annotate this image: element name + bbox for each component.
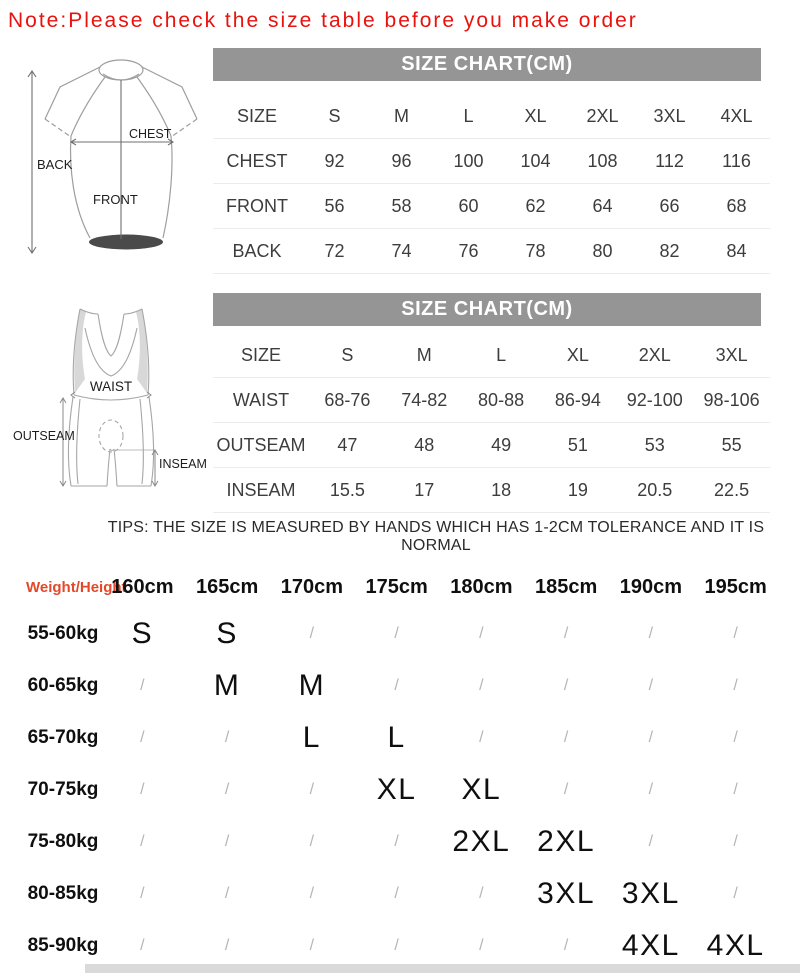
cell-value: / [733, 677, 738, 694]
cell-value: M [394, 105, 409, 126]
bib-size-chart-grid [213, 333, 770, 513]
cell-value: L [387, 721, 406, 754]
cell-value: 51 [567, 434, 588, 455]
cell-value: M [213, 669, 241, 702]
cell-value: M [416, 344, 432, 365]
cell-value: / [309, 625, 315, 642]
header-row [0, 566, 778, 608]
cell-value: 116 [722, 150, 751, 171]
weight-height-size-matrix [0, 566, 778, 972]
row-label: 60-65kg [27, 675, 99, 696]
cell-value: 68 [726, 195, 747, 216]
cell-value: / [224, 885, 230, 902]
cell-value: / [224, 937, 230, 954]
cell-value: / [309, 937, 315, 954]
row-label: SIZE [240, 344, 281, 365]
cell-value: 96 [391, 150, 412, 171]
column-header: 170cm [280, 575, 344, 598]
cell-value: 2XL [537, 825, 596, 858]
cell-value: L [302, 721, 321, 754]
cell-value: XL [524, 105, 547, 126]
cell-value: / [140, 885, 145, 902]
column-header: 195cm [704, 575, 767, 598]
cell-value: / [733, 833, 738, 850]
cell-value: 72 [324, 240, 345, 261]
cell-value: / [648, 781, 654, 798]
jersey-size-chart-title: SIZE CHART(CM) [213, 48, 761, 81]
cell-value: / [309, 781, 315, 798]
cell-value: 112 [655, 150, 684, 171]
cell-value: 48 [414, 434, 435, 455]
table-row [0, 712, 778, 764]
cell-value: 82 [659, 240, 680, 261]
cell-value: / [224, 781, 230, 798]
jersey-measurement-diagram [25, 57, 215, 272]
cell-value: 53 [644, 434, 665, 455]
table-row [0, 816, 778, 868]
cell-value: 4XL [621, 929, 680, 962]
cell-value: / [394, 677, 399, 694]
inseam-measure-label: INSEAM [159, 457, 207, 471]
jersey-size-chart-grid [213, 94, 770, 274]
cell-value: S [341, 344, 354, 365]
cell-value: / [394, 625, 399, 642]
cell-value: / [394, 937, 399, 954]
cell-value: 100 [453, 150, 484, 171]
cell-value: 66 [659, 195, 680, 216]
row-label: 55-60kg [27, 623, 99, 644]
cell-value: 74 [391, 240, 412, 261]
cell-value: 80 [592, 240, 613, 261]
front-measure-label: FRONT [93, 192, 138, 207]
cell-value: 2XL [586, 105, 619, 126]
bib-strap-left-shade [74, 309, 86, 393]
table-row [213, 378, 770, 423]
cell-value: / [733, 781, 738, 798]
cell-value: 47 [337, 434, 358, 455]
cell-value: / [648, 729, 654, 746]
cell-value: 68-76 [324, 389, 371, 410]
cell-value: 76 [458, 240, 479, 261]
cell-value: 22.5 [714, 479, 750, 500]
cell-value: / [733, 625, 738, 642]
cell-value: 62 [525, 195, 546, 216]
cell-value: 80-88 [478, 389, 525, 410]
cell-value: / [224, 833, 230, 850]
row-label: WAIST [232, 389, 290, 410]
row-label: 70-75kg [27, 779, 99, 800]
cell-value: / [309, 833, 315, 850]
table-row [213, 94, 770, 139]
cell-value: 2XL [452, 825, 511, 858]
row-label: INSEAM [226, 479, 296, 500]
cell-value: S [216, 617, 238, 650]
bib-size-chart-title: SIZE CHART(CM) [213, 293, 761, 326]
bib-shorts-measurement-diagram [5, 300, 210, 512]
cell-value: 3XL [621, 877, 680, 910]
row-label: 80-85kg [27, 883, 99, 904]
cell-value: 20.5 [637, 479, 673, 500]
cell-value: 55 [721, 434, 742, 455]
cell-value: 60 [458, 195, 479, 216]
column-header: 175cm [365, 575, 428, 598]
cell-value: 56 [324, 195, 345, 216]
column-header: Weight/Height [26, 578, 127, 596]
cell-value: S [328, 105, 341, 126]
cell-value: / [394, 885, 399, 902]
cell-value: / [140, 729, 145, 746]
table-row [213, 139, 770, 184]
cell-value: / [479, 625, 484, 642]
cell-value: 4XL [720, 105, 753, 126]
cell-value: / [140, 781, 145, 798]
table-row [213, 333, 770, 378]
cell-value: XL [461, 773, 502, 806]
cell-value: L [496, 344, 507, 365]
table-row [0, 868, 778, 920]
tolerance-tips-text: TIPS: THE SIZE IS MEASURED BY HANDS WHICH HAS 1-2CM TOLERANCE AND IT IS NORMAL [107, 519, 765, 554]
cell-value: 78 [525, 240, 546, 261]
cell-value: 19 [567, 479, 588, 500]
cell-value: 18 [491, 479, 512, 500]
table-row [0, 764, 778, 816]
row-label: OUTSEAM [216, 434, 306, 455]
cell-value: / [140, 833, 145, 850]
order-note-text: Note:Please check the size table before you make order [8, 9, 638, 32]
cell-value: / [648, 833, 654, 850]
table-row [213, 468, 770, 513]
column-header: 160cm [111, 575, 174, 598]
cell-value: 49 [491, 434, 512, 455]
row-label: 65-70kg [27, 727, 99, 748]
outseam-measure-label: OUTSEAM [13, 429, 75, 443]
row-label: 85-90kg [27, 935, 99, 956]
cell-value: XL [566, 344, 589, 365]
cell-value: 3XL [653, 105, 686, 126]
row-label: 75-80kg [27, 831, 99, 852]
cell-value: S [131, 617, 154, 650]
bottom-cutoff-strip [85, 964, 800, 973]
cell-value: 104 [520, 150, 551, 171]
cell-value: 3XL [537, 877, 596, 910]
table-row [213, 229, 770, 274]
cell-value: / [140, 937, 145, 954]
cell-value: / [733, 885, 738, 902]
cell-value: / [479, 885, 484, 902]
cell-value: 17 [414, 479, 435, 500]
cell-value: / [224, 729, 230, 746]
table-row [0, 660, 778, 712]
cell-value: / [648, 625, 654, 642]
cell-value: / [563, 781, 569, 798]
cell-value: L [463, 105, 474, 126]
row-label: CHEST [226, 150, 288, 171]
jersey-size-chart [213, 48, 770, 274]
table-row [213, 423, 770, 468]
cell-value: M [298, 669, 326, 702]
cell-value: 98-106 [703, 389, 760, 410]
column-header: 185cm [534, 575, 598, 598]
jersey-hem-band [89, 235, 163, 250]
cell-value: 64 [592, 195, 613, 216]
waist-measure-label: WAIST [89, 379, 133, 394]
cell-value: / [479, 937, 484, 954]
cell-value: 15.5 [329, 479, 365, 500]
cell-value: 92 [324, 150, 345, 171]
cell-value: 3XL [715, 344, 748, 365]
cell-value: / [479, 729, 484, 746]
cell-value: / [563, 937, 569, 954]
cell-value: 4XL [706, 929, 765, 962]
cell-value: 58 [391, 195, 412, 216]
cell-value: / [733, 729, 738, 746]
cell-value: XL [376, 773, 417, 806]
cell-value: / [309, 885, 315, 902]
cell-value: / [140, 677, 145, 694]
cell-value: / [479, 677, 484, 694]
bib-strap-right-shade [136, 309, 148, 393]
cell-value: / [563, 625, 569, 642]
cell-value: 74-82 [401, 389, 448, 410]
row-label: FRONT [226, 195, 288, 216]
table-row [0, 608, 778, 660]
column-header: 190cm [619, 575, 683, 598]
back-measure-label: BACK [37, 157, 73, 172]
cell-value: 84 [726, 240, 747, 261]
row-label: SIZE [236, 105, 277, 126]
chest-measure-label: CHEST [129, 127, 172, 141]
table-row [213, 184, 770, 229]
column-header: 165cm [195, 575, 259, 598]
cell-value: 2XL [638, 344, 671, 365]
cell-value: 86-94 [554, 389, 601, 410]
cell-value: / [563, 677, 569, 694]
cell-value: / [563, 729, 569, 746]
row-label: BACK [232, 240, 282, 261]
cell-value: / [394, 833, 399, 850]
cell-value: / [648, 677, 654, 694]
cell-value: 92-100 [626, 389, 683, 410]
column-header: 180cm [450, 575, 513, 598]
bib-size-chart [213, 293, 770, 513]
cell-value: 108 [587, 150, 618, 171]
